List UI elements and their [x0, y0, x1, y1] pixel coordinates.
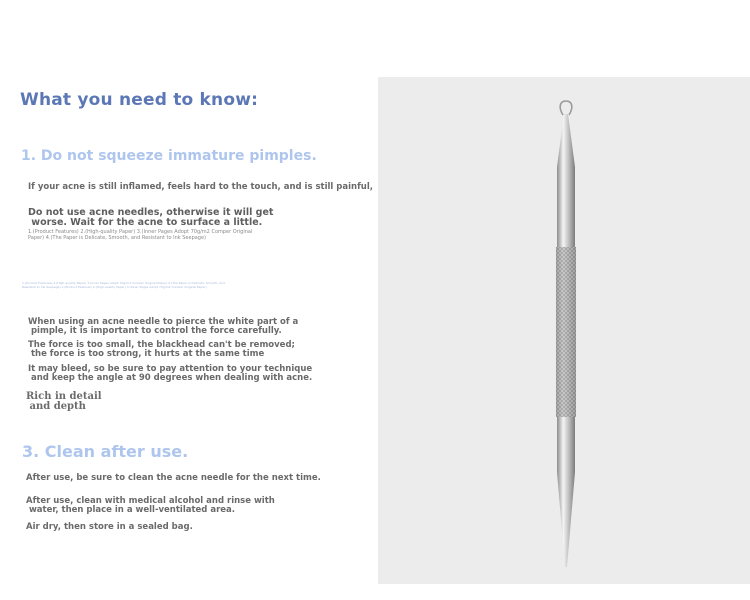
section1-line1: If your acne is still inflamed, feels hard to the touch, and is still painful, — [28, 182, 373, 192]
section3-line3: Air dry, then store in a sealed bag. — [26, 522, 193, 532]
section1-line2: Do not use acne needles, otherwise it will get worse. Wait for the acne to surface a little. — [28, 207, 274, 228]
page-heading: What you need to know: — [20, 90, 259, 110]
section1-micro-text: 1.(Product Features) 2.(High-quality Paper) 3.(Inner Pages Adopt 70g/m2 Comper Original Paper) 4.(The Paper is Delicate, Smooth, and Resistant to Ink Seepage) 1.(Product Features) 2.(High-quality Paper) 3.(Inner Pages Adopt 70g/m2 Comper Original Paper) — [22, 281, 225, 289]
section3-title: 3. Clean after use. — [22, 442, 189, 461]
section3-line2: After use, clean with medical alcohol and rinse with water, then place in a well-ventilated area. — [26, 496, 275, 515]
acne-needle-tool-image — [378, 77, 750, 584]
section1-features: 1.(Product Features) 2.(High-quality Paper) 3.(Inner Pages Adopt 70g/m2 Comper Original Paper) 4.(The Paper is Delicate, Smooth, and Resistant to Ink Seepage) — [28, 229, 253, 241]
section3-line1: After use, be sure to clean the acne needle for the next time. — [26, 473, 321, 483]
section1-title: 1. Do not squeeze immature pimples. — [21, 148, 317, 164]
section2-line2: The force is too small, the blackhead can't be removed; the force is too strong, it hurts at the same time — [28, 340, 295, 359]
product-image-panel — [378, 77, 750, 584]
section2-line3: It may bleed, so be sure to pay attention to your technique and keep the angle at 90 degrees when dealing with acne. — [28, 364, 313, 383]
section2-line1: When using an acne needle to pierce the white part of a pimple, it is important to control the force carefully. — [28, 317, 299, 336]
section2-rich-detail: Rich in detail and depth — [26, 391, 102, 412]
